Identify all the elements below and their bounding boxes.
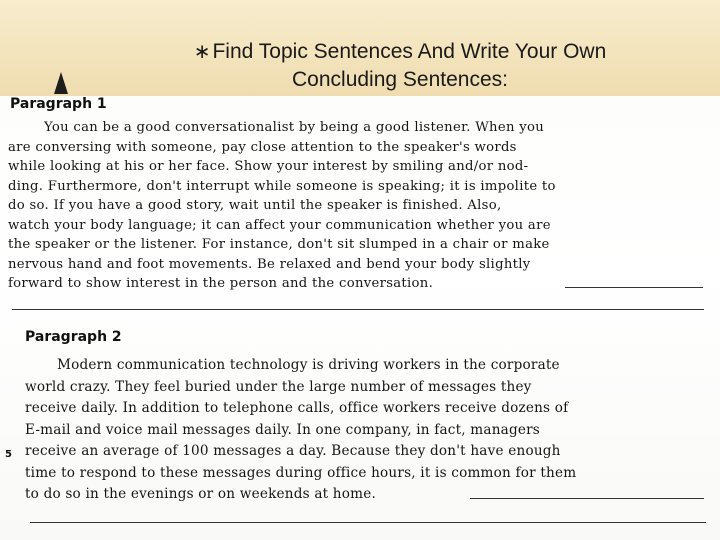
paragraph-2-line: time to respond to these messages during office hours, it is common for them <box>25 464 577 481</box>
answer-line <box>565 287 703 288</box>
paragraph-1-line: do so. If you have a good story, wait until the speaker is finished. Also, <box>8 198 502 213</box>
paragraph-2-line: world crazy. They feel buried under the large number of messages they <box>25 378 532 395</box>
paragraph-1-line: are conversing with someone, pay close attention to the speaker's words <box>8 139 517 155</box>
paragraph-2-line: to do so in the evenings or on weekends at home. <box>25 486 376 502</box>
paragraph-1-line: You can be a good conversationalist by being a good listener. When you <box>44 120 545 135</box>
triangle-logo-icon <box>54 72 68 94</box>
paragraph-2-line: E-mail and voice mail messages daily. In one company, in fact, managers <box>25 421 540 438</box>
slide-title <box>130 38 670 93</box>
paragraph-2-line: receive daily. In addition to telephone calls, office workers receive dozens of <box>25 400 569 416</box>
paragraph-1-line: watch your body language; it can affect your communication whether you are <box>8 217 551 233</box>
paragraph-1-line: ding. Furthermore, don't interrupt while someone is speaking; it is impolite to <box>8 178 556 194</box>
answer-line <box>470 498 704 499</box>
paragraph-1-line: forward to show interest in the person and the conversation. <box>8 276 434 291</box>
paragraph-2-line: Modern communication technology is driving workers in the corporate <box>57 357 560 373</box>
paragraph-2-line: receive an average of 100 messages a day. Because they don't have enough <box>25 443 561 459</box>
paragraph-2-heading: Paragraph 2 <box>25 329 122 345</box>
paragraph-1-line: the speaker or the listener. For instance, don't sit slumped in a chair or make <box>8 237 550 252</box>
title-line-1 <box>130 38 670 66</box>
asterisk-bullet-icon: ∗ <box>193 41 211 63</box>
paragraph-1-text <box>8 118 556 294</box>
paragraph-1-line: nervous hand and foot movements. Be relaxed and bend your body slightly <box>8 256 531 272</box>
answer-line <box>30 522 706 523</box>
title-text-1: Find Topic Sentences And Write Your Own <box>212 40 607 63</box>
paragraph-1-line: while looking at his or her face. Show your interest by smiling and/or nod- <box>8 159 529 174</box>
paragraph-1-heading: Paragraph 1 <box>10 96 107 112</box>
paragraph-2-text <box>25 355 576 506</box>
title-line-2: Concluding Sentences: <box>292 68 508 91</box>
answer-line <box>12 309 704 310</box>
line-number: 5 <box>5 449 12 460</box>
slide-header <box>0 0 720 96</box>
